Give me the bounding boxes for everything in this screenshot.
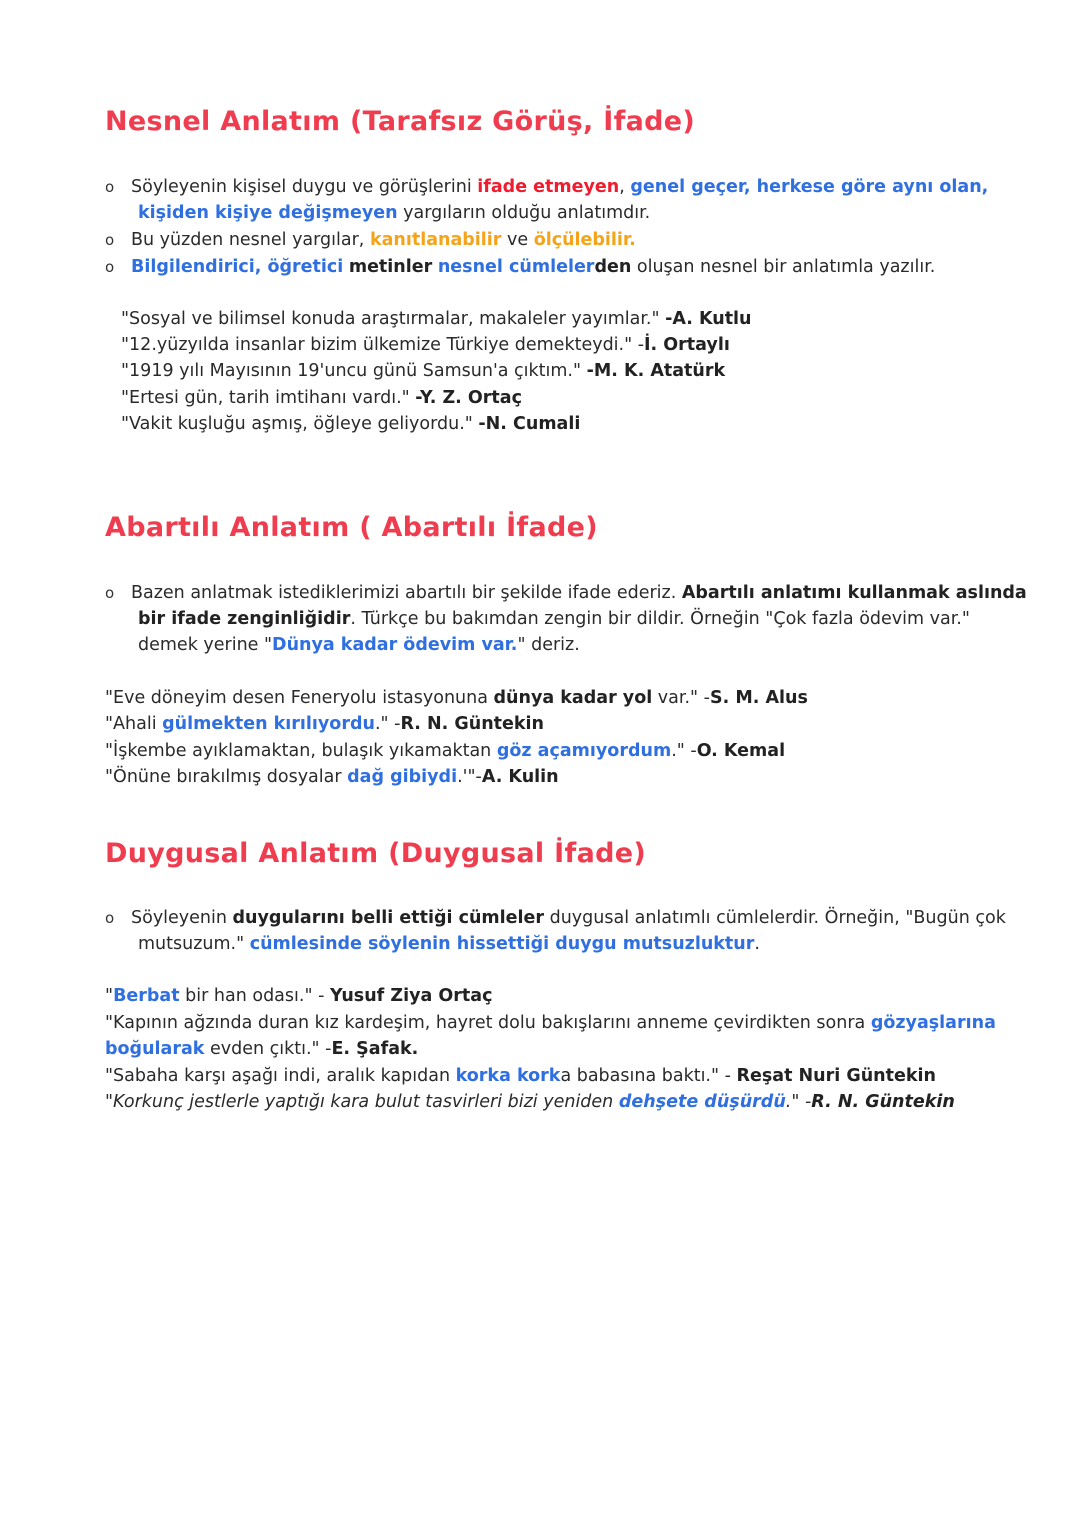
bullet-marker: o: [105, 584, 115, 602]
duygusal-bullet-1-line-2: mutsuzum." cümlesinde söylenin hissettiği duygu mutsuzluktur.: [138, 934, 760, 954]
bullet-marker: o: [105, 909, 115, 927]
bullet-marker: o: [105, 258, 115, 276]
nesnel-bullet-1-line-1: Söyleyenin kişisel duygu ve görüşlerini ifade etmeyen, genel geçer, herkese göre aynı olan,: [131, 177, 989, 197]
nesnel-bullet-3: Bilgilendirici, öğretici metinler nesnel cümlelerden oluşan nesnel bir anlatımla yazılır.: [131, 257, 936, 277]
duygusal-bullet-1-line-1: Söyleyenin duygularını belli ettiği cümleler duygusal anlatımlı cümlelerdir. Örneğin, "Bugün çok: [131, 908, 1006, 928]
duygusal-quote-2-line-2: boğularak evden çıktı." -E. Şafak.: [105, 1039, 419, 1059]
nesnel-quote-1: "Sosyal ve bilimsel konuda araştırmalar, makaleler yayımlar." -A. Kutlu: [121, 309, 752, 329]
abartili-quote-1: "Eve döneyim desen Feneryolu istasyonuna dünya kadar yol var." -S. M. Alus: [105, 688, 808, 708]
section-title-nesnel: Nesnel Anlatım (Tarafsız Görüş, İfade): [105, 106, 696, 137]
nesnel-quote-4: "Ertesi gün, tarih imtihanı vardı." -Y. Z. Ortaç: [121, 388, 522, 408]
duygusal-quote-2-line-1: "Kapının ağzında duran kız kardeşim, hayret dolu bakışlarını anneme çevirdikten sonra gözyaşlarına: [105, 1013, 996, 1033]
duygusal-quote-1: "Berbat bir han odası." - Yusuf Ziya Ortaç: [105, 986, 493, 1006]
bullet-marker: o: [105, 178, 115, 196]
abartili-quote-4: "Önüne bırakılmış dosyalar dağ gibiydi.'"-A. Kulin: [105, 767, 559, 787]
duygusal-quote-3: "Sabaha karşı aşağı indi, aralık kapıdan korka korka babasına baktı." - Reşat Nuri Güntekin: [105, 1066, 936, 1086]
abartili-quote-2: "Ahali gülmekten kırılıyordu." -R. N. Güntekin: [105, 714, 544, 734]
abartili-bullet-1-line-2: bir ifade zenginliğidir. Türkçe bu bakımdan zengin bir dildir. Örneğin "Çok fazla ödevim var.": [138, 609, 970, 629]
nesnel-quote-2: "12.yüzyılda insanlar bizim ülkemize Türkiye demekteydi." -İ. Ortaylı: [121, 335, 730, 355]
bullet-marker: o: [105, 231, 115, 249]
section-title-duygusal: Duygusal Anlatım (Duygusal İfade): [105, 838, 646, 869]
duygusal-quote-4: "Korkunç jestlerle yaptığı kara bulut tasvirleri bizi yeniden dehşete düşürdü." -R. N. Güntekin: [105, 1092, 955, 1112]
nesnel-quote-3: "1919 yılı Mayısının 19'uncu günü Samsun'a çıktım." -M. K. Atatürk: [121, 361, 726, 381]
abartili-bullet-1-line-3: demek yerine "Dünya kadar ödevim var." deriz.: [138, 635, 580, 655]
abartili-bullet-1-line-1: Bazen anlatmak istediklerimizi abartılı bir şekilde ifade ederiz. Abartılı anlatımı kullanmak aslında: [131, 583, 1027, 603]
abartili-quote-3: "İşkembe ayıklamaktan, bulaşık yıkamaktan göz açamıyordum." -O. Kemal: [105, 741, 786, 761]
nesnel-quote-5: "Vakit kuşluğu aşmış, öğleye geliyordu." -N. Cumali: [121, 414, 581, 434]
nesnel-bullet-2: Bu yüzden nesnel yargılar, kanıtlanabilir ve ölçülebilir.: [131, 230, 636, 250]
section-title-abartili: Abartılı Anlatım ( Abartılı İfade): [105, 512, 598, 543]
nesnel-bullet-1-line-2: kişiden kişiye değişmeyen yargıların olduğu anlatımdır.: [138, 203, 651, 223]
